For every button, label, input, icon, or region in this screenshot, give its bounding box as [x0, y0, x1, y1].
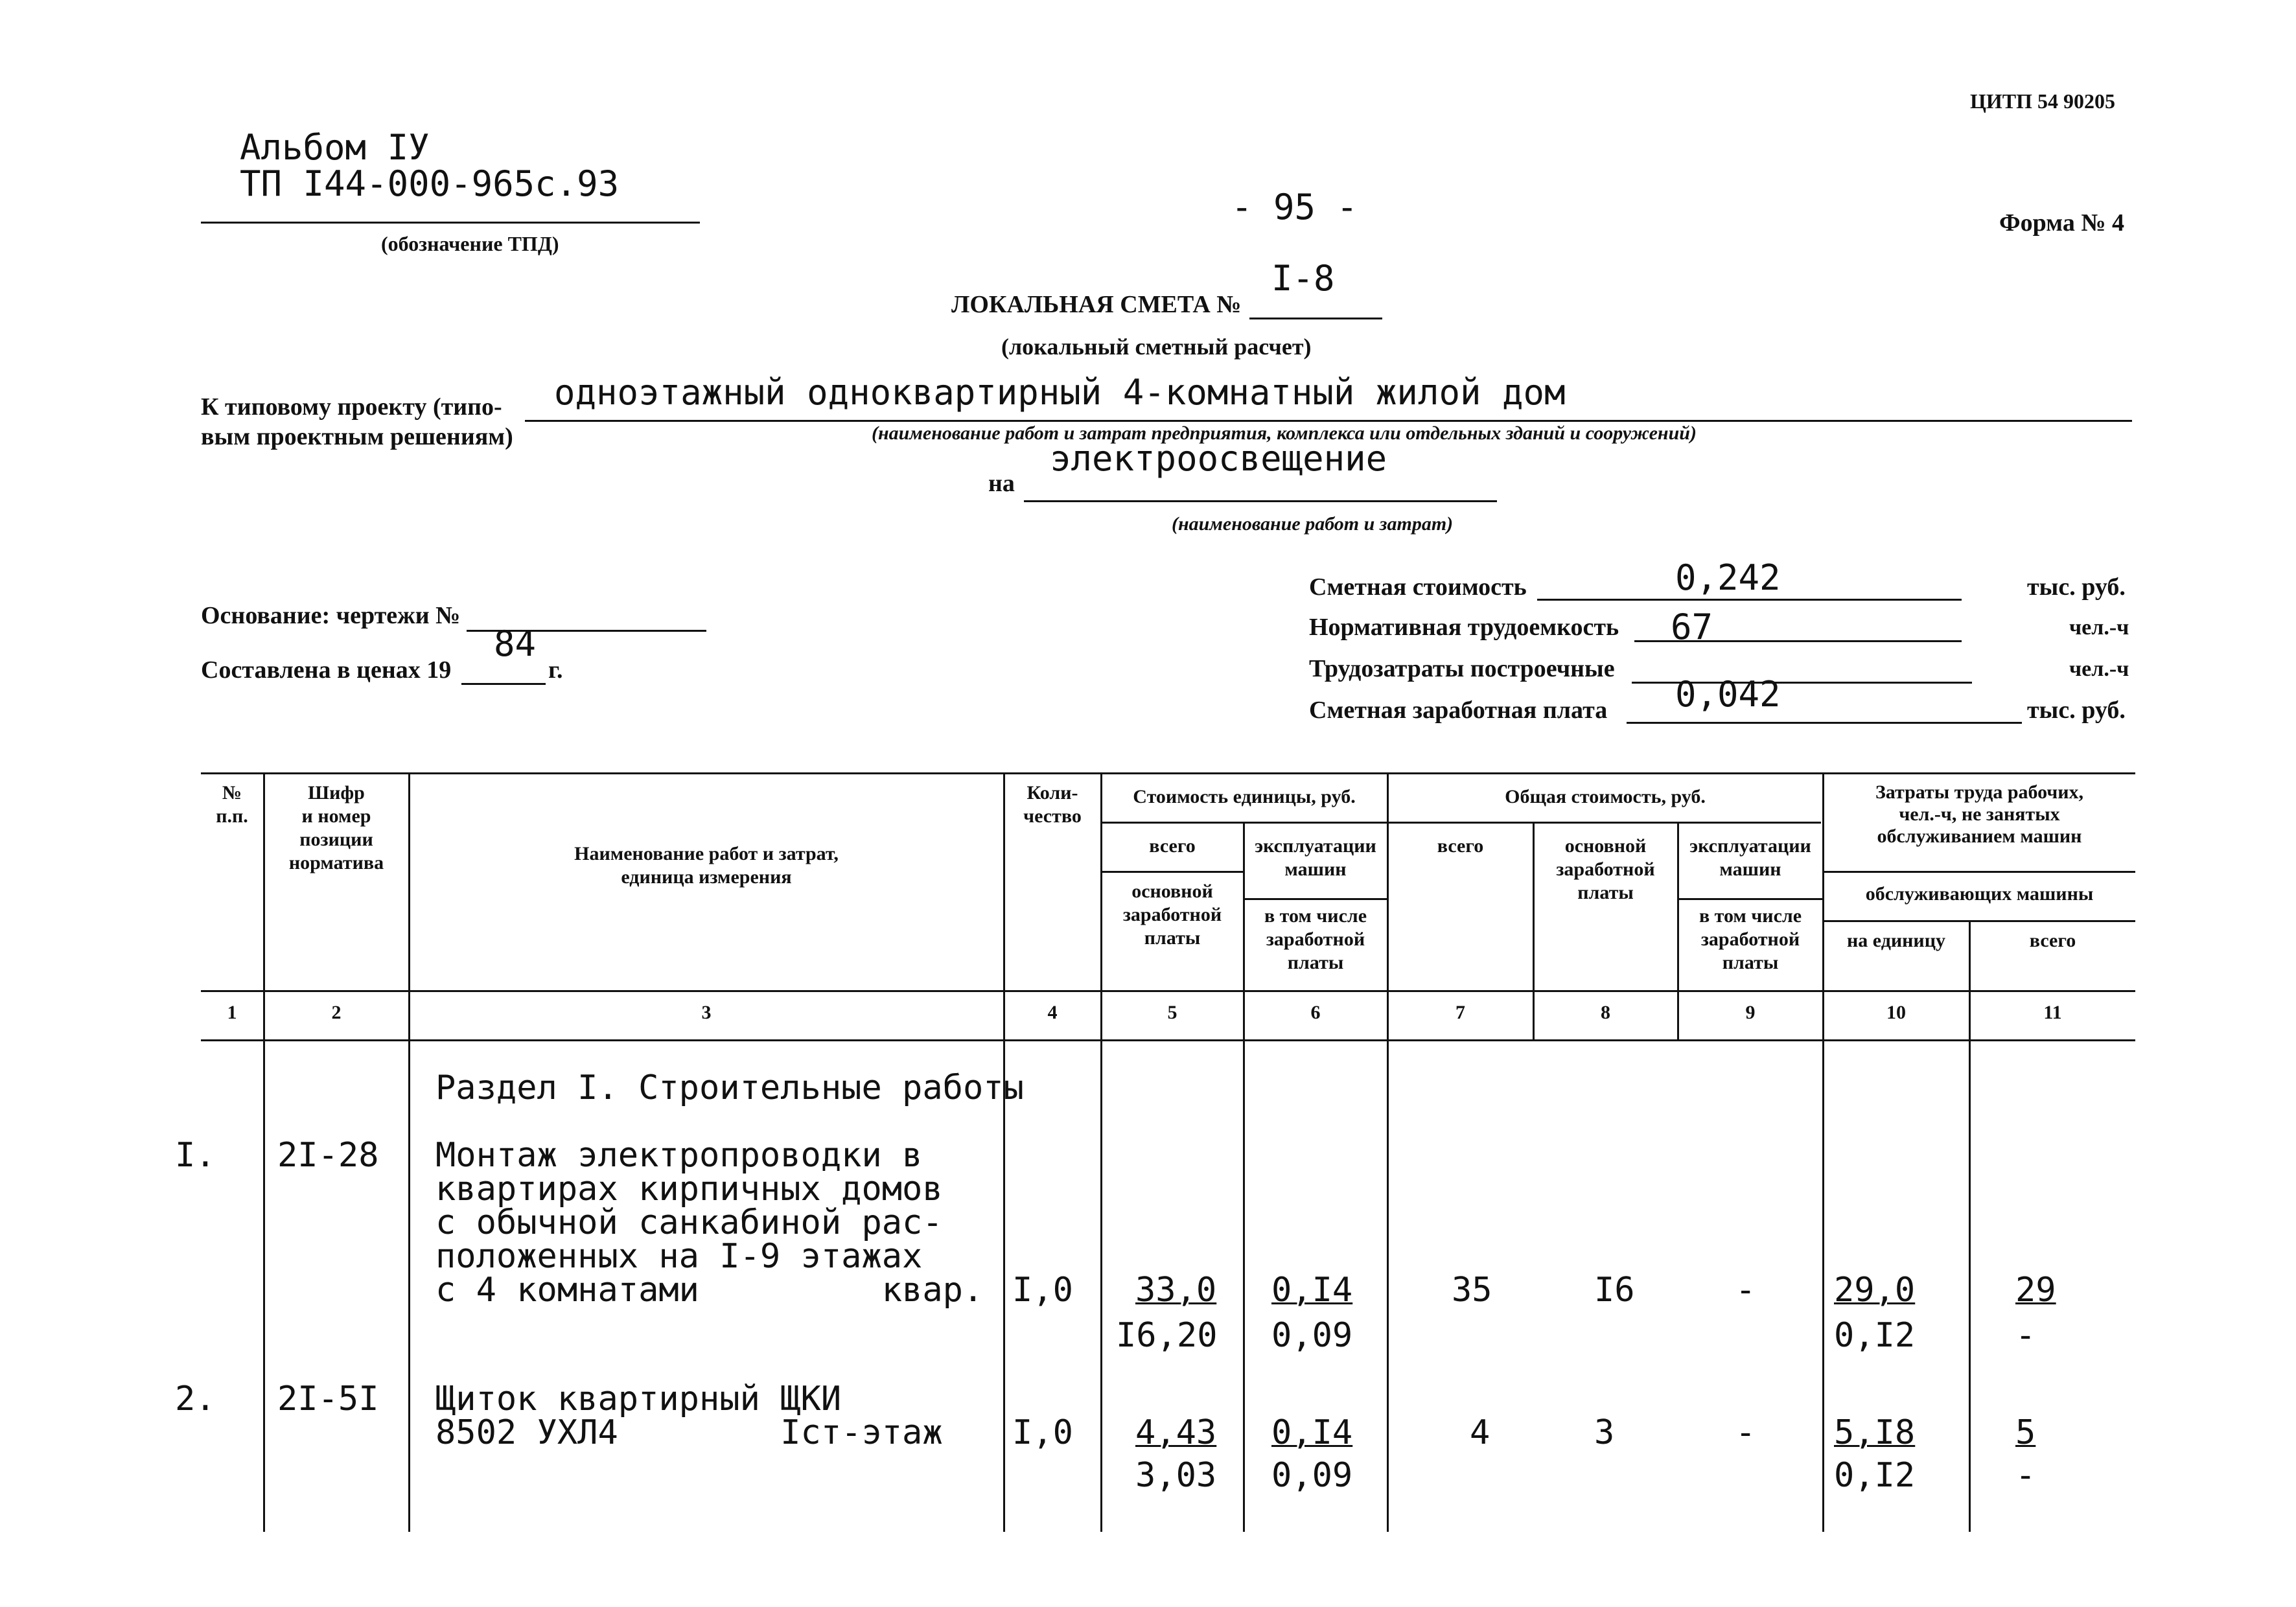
row-labor-per-unit: 5,I8	[1834, 1413, 1916, 1452]
project-caption: (наименование работ и затрат предприятия, комплекса или отдельных зданий и сооружений)	[872, 422, 1697, 444]
row-total-base-wage: 3	[1594, 1413, 1615, 1452]
header-total-cost: Общая стоимость, руб.	[1505, 786, 1706, 807]
row-name-line: Монтаж электропроводки в	[435, 1136, 923, 1175]
row-name-line: Щиток квартирный ЩКИ	[435, 1380, 842, 1418]
row-name-line: квартирах кирпичных домов	[435, 1170, 943, 1208]
work-name: электроосвещение	[1050, 438, 1387, 479]
col-number: 1	[227, 1002, 237, 1023]
row-unit-cost-total: 4,43	[1135, 1413, 1217, 1452]
page-number: - 95 -	[1231, 187, 1358, 227]
row-total-machines: -	[1735, 1413, 1756, 1452]
labor-underline	[1634, 640, 1962, 642]
row-labor-serv-total: -	[2015, 1456, 2036, 1495]
header-unit-base-wage: основной заработной платы	[1122, 881, 1222, 949]
header-per-unit: на единицу	[1846, 930, 1946, 951]
row-name-line: положенных на I-9 этажах	[435, 1237, 923, 1276]
row-code: 2I-28	[277, 1136, 379, 1175]
prices-suffix: г.	[548, 656, 563, 684]
header-serving-machines: обслуживающих машины	[1865, 883, 2094, 905]
section-heading: Раздел I. Строительные работы	[435, 1069, 1024, 1107]
row-unit-cost-total: 33,0	[1135, 1271, 1217, 1310]
wage-unit: тыс. руб.	[2027, 697, 2126, 724]
cost-label: Сметная стоимость	[1309, 573, 1527, 601]
estimate-title: ЛОКАЛЬНАЯ СМЕТА №	[951, 291, 1242, 318]
row-labor-total: 5	[2015, 1413, 2036, 1452]
row-labor-serv-total: -	[2015, 1316, 2036, 1355]
header-unit-machines: эксплуатации машин	[1255, 835, 1376, 880]
row-labor-total: 29	[2015, 1271, 2056, 1310]
labor-value: 67	[1671, 607, 1713, 647]
wage-value: 0,042	[1675, 674, 1781, 715]
row-name-line: с обычной санкабиной рас-	[435, 1203, 943, 1242]
row-unit-machines-wage: 0,09	[1271, 1456, 1353, 1495]
col-number: 2	[331, 1002, 342, 1023]
row-total-cost: 35	[1452, 1271, 1492, 1310]
header-labor: Затраты труда рабочих, чел.-ч, не занятых обслуживанием машин	[1875, 781, 2084, 847]
row-unit-machines: 0,I4	[1271, 1271, 1353, 1310]
estimate-number: I-8	[1271, 258, 1335, 299]
header-num: № п.п.	[216, 782, 248, 827]
row-total-base-wage: I6	[1594, 1271, 1635, 1310]
form-number: Форма № 4	[1999, 209, 2125, 237]
row-unit-base-wage: I6,20	[1116, 1316, 1218, 1355]
designation-caption: (обозначение ТПД)	[381, 232, 559, 255]
header-total-incl-wage: в том числе заработной платы	[1699, 905, 1802, 973]
project-label-line1: К типовому проекту (типо-	[201, 393, 502, 421]
header-total-base-wage: основной заработной платы	[1556, 835, 1655, 903]
prices-year-underline	[461, 683, 546, 685]
col-number: 10	[1886, 1002, 1906, 1023]
cost-unit: тыс. руб.	[2027, 573, 2126, 601]
row-total-cost: 4	[1470, 1413, 1490, 1452]
header-qty: Коли- чество	[1023, 782, 1082, 827]
cost-underline	[1537, 599, 1962, 601]
header-code: Шифр и номер позиции норматива	[288, 782, 384, 873]
project-name-underline	[525, 420, 2132, 422]
col-number: 9	[1745, 1002, 1756, 1023]
row-labor-serv-per-unit: 0,I2	[1834, 1456, 1916, 1495]
row-qty: I,0	[1012, 1413, 1073, 1452]
row-unit-machines-wage: 0,09	[1271, 1316, 1353, 1355]
col-number: 7	[1455, 1002, 1465, 1023]
wage-underline	[1627, 722, 2022, 724]
col-number: 6	[1310, 1002, 1321, 1023]
row-name-line: с 4 комнатами квар.	[435, 1271, 984, 1310]
header-labor-all: всего	[2029, 930, 2076, 951]
header-unit-all: всего	[1149, 835, 1196, 857]
labor-unit: чел.-ч	[2069, 616, 2129, 640]
col-number: 3	[701, 1002, 712, 1023]
row-labor-serv-per-unit: 0,I2	[1834, 1316, 1916, 1355]
estimate-number-underline	[1249, 318, 1382, 319]
row-labor-per-unit: 29,0	[1834, 1271, 1916, 1310]
row-num: I.	[175, 1136, 216, 1175]
basis-label: Основание: чертежи №	[201, 602, 461, 629]
project-name: одноэтажный одноквартирный 4-комнатный жилой дом	[554, 372, 1566, 413]
wage-label: Сметная заработная плата	[1309, 697, 1608, 724]
site-labor-unit: чел.-ч	[2069, 657, 2129, 681]
labor-label: Нормативная трудоемкость	[1309, 614, 1619, 641]
work-name-underline	[1024, 500, 1497, 502]
work-caption: (наименование работ и затрат)	[1172, 513, 1454, 535]
row-qty: I,0	[1012, 1271, 1073, 1310]
row-total-machines: -	[1735, 1271, 1756, 1310]
header-unit-incl-wage: в том числе заработной платы	[1264, 905, 1367, 973]
row-code: 2I-5I	[277, 1380, 379, 1418]
row-unit-base-wage: 3,03	[1135, 1456, 1217, 1495]
header-name: Наименование работ и затрат, единица измерения	[574, 843, 839, 888]
prices-year: 84	[494, 623, 537, 664]
header-total-all: всего	[1437, 835, 1484, 857]
header-unit-cost: Стоимость единицы, руб.	[1133, 786, 1356, 807]
row-num: 2.	[175, 1380, 216, 1418]
col-number: 11	[2043, 1002, 2062, 1023]
row-name-line: 8502 УХЛ4 Iст-этаж	[435, 1413, 943, 1452]
col-number: 8	[1601, 1002, 1610, 1023]
album-label: Альбом IУ	[240, 127, 430, 168]
col-number: 5	[1167, 1002, 1177, 1023]
row-unit-machines: 0,I4	[1271, 1413, 1353, 1452]
col-number: 4	[1047, 1002, 1058, 1023]
project-label-line2: вым проектным решениям)	[201, 423, 513, 450]
site-labor-label: Трудозатраты построечные	[1309, 655, 1615, 682]
prices-label: Составлена в ценах 19	[201, 656, 452, 684]
header-total-machines: эксплуатации машин	[1689, 835, 1811, 880]
estimate-subtitle: (локальный сметный расчет)	[1001, 334, 1312, 360]
na-label: на	[988, 470, 1015, 497]
document-code: ЦИТП 54 90205	[1970, 89, 2116, 113]
project-designation: ТП I44-000-965с.93	[240, 163, 620, 204]
designation-underline	[201, 222, 700, 224]
cost-value: 0,242	[1675, 557, 1781, 598]
